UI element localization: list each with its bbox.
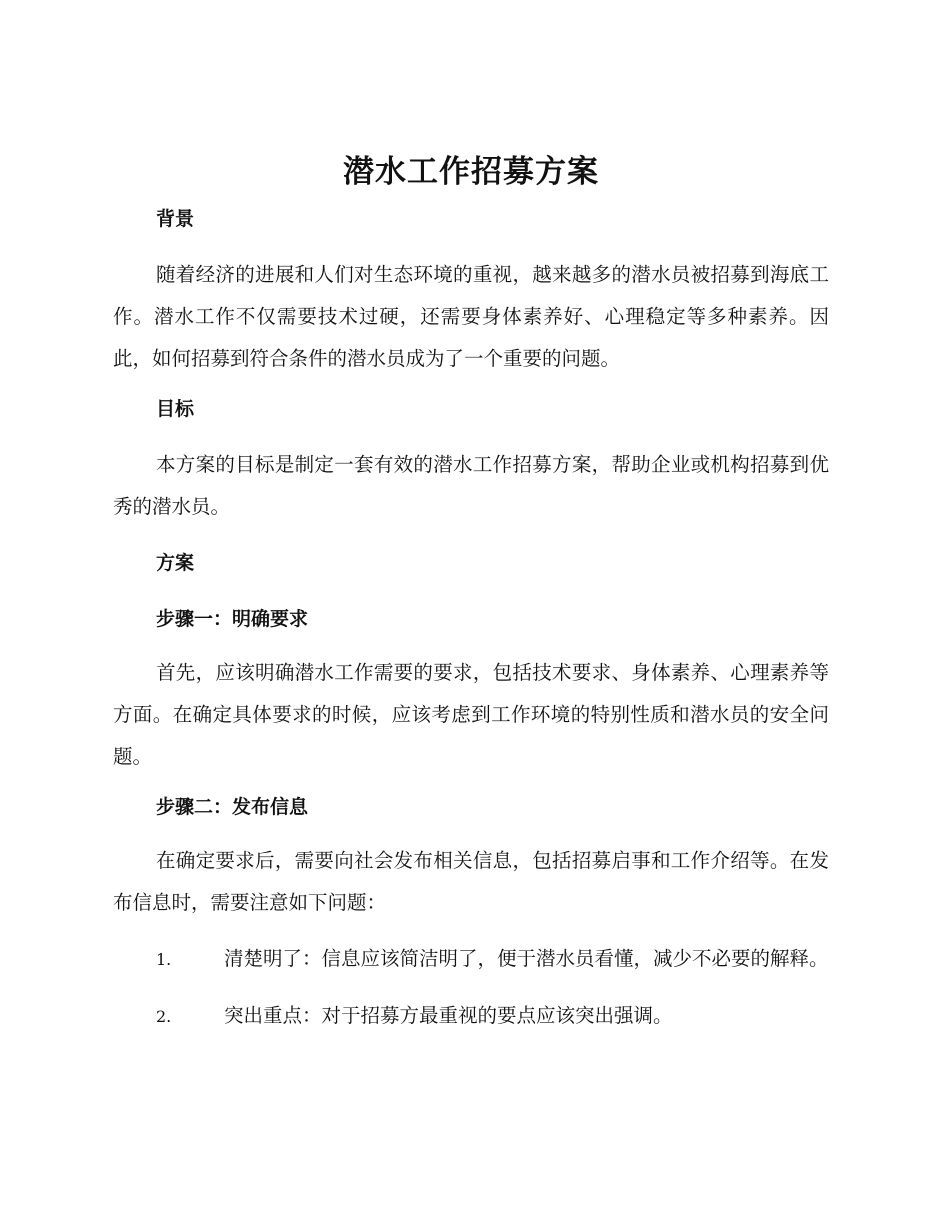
section-heading-background: 背景	[156, 208, 195, 230]
section-heading-step1: 步骤一：明确要求	[156, 608, 309, 630]
document-content	[113, 150, 829, 1038]
list-item	[113, 995, 829, 1038]
list-item-text: 清楚明了：信息应该简洁明了，便于潜水员看懂，减少不必要的解释。	[224, 947, 829, 970]
section-heading-plan: 方案	[156, 552, 195, 574]
paragraph-goal: 本方案的目标是制定一套有效的潜水工作招募方案，帮助企业或机构招募到优秀的潜水员。	[113, 453, 829, 518]
list-item-number: 1.	[156, 950, 172, 969]
list-item	[113, 938, 829, 981]
list-item-text: 突出重点：对于招募方最重视的要点应该突出强调。	[224, 1004, 673, 1027]
list-item-number: 2.	[156, 1007, 172, 1026]
page-title: 潜水工作招募方案	[343, 154, 599, 190]
section-heading-goal: 目标	[156, 398, 195, 420]
paragraph-step1: 首先，应该明确潜水工作需要的要求，包括技术要求、身体素养、心理素养等方面。在确定具体要求的时候，应该考虑到工作环境的特别性质和潜水员的安全问题。	[113, 661, 829, 768]
section-heading-step2: 步骤二：发布信息	[156, 796, 309, 818]
paragraph-step2: 在确定要求后，需要向社会发布相关信息，包括招募启事和工作介绍等。在发布信息时，需要注意如下问题：	[113, 849, 829, 914]
paragraph-background: 随着经济的进展和人们对生态环境的重视，越来越多的潜水员被招募到海底工作。潜水工作不仅需要技术过硬，还需要身体素养好、心理稳定等多种素养。因此，如何招募到符合条件的潜水员成为了一个重要的问题。	[113, 263, 829, 370]
